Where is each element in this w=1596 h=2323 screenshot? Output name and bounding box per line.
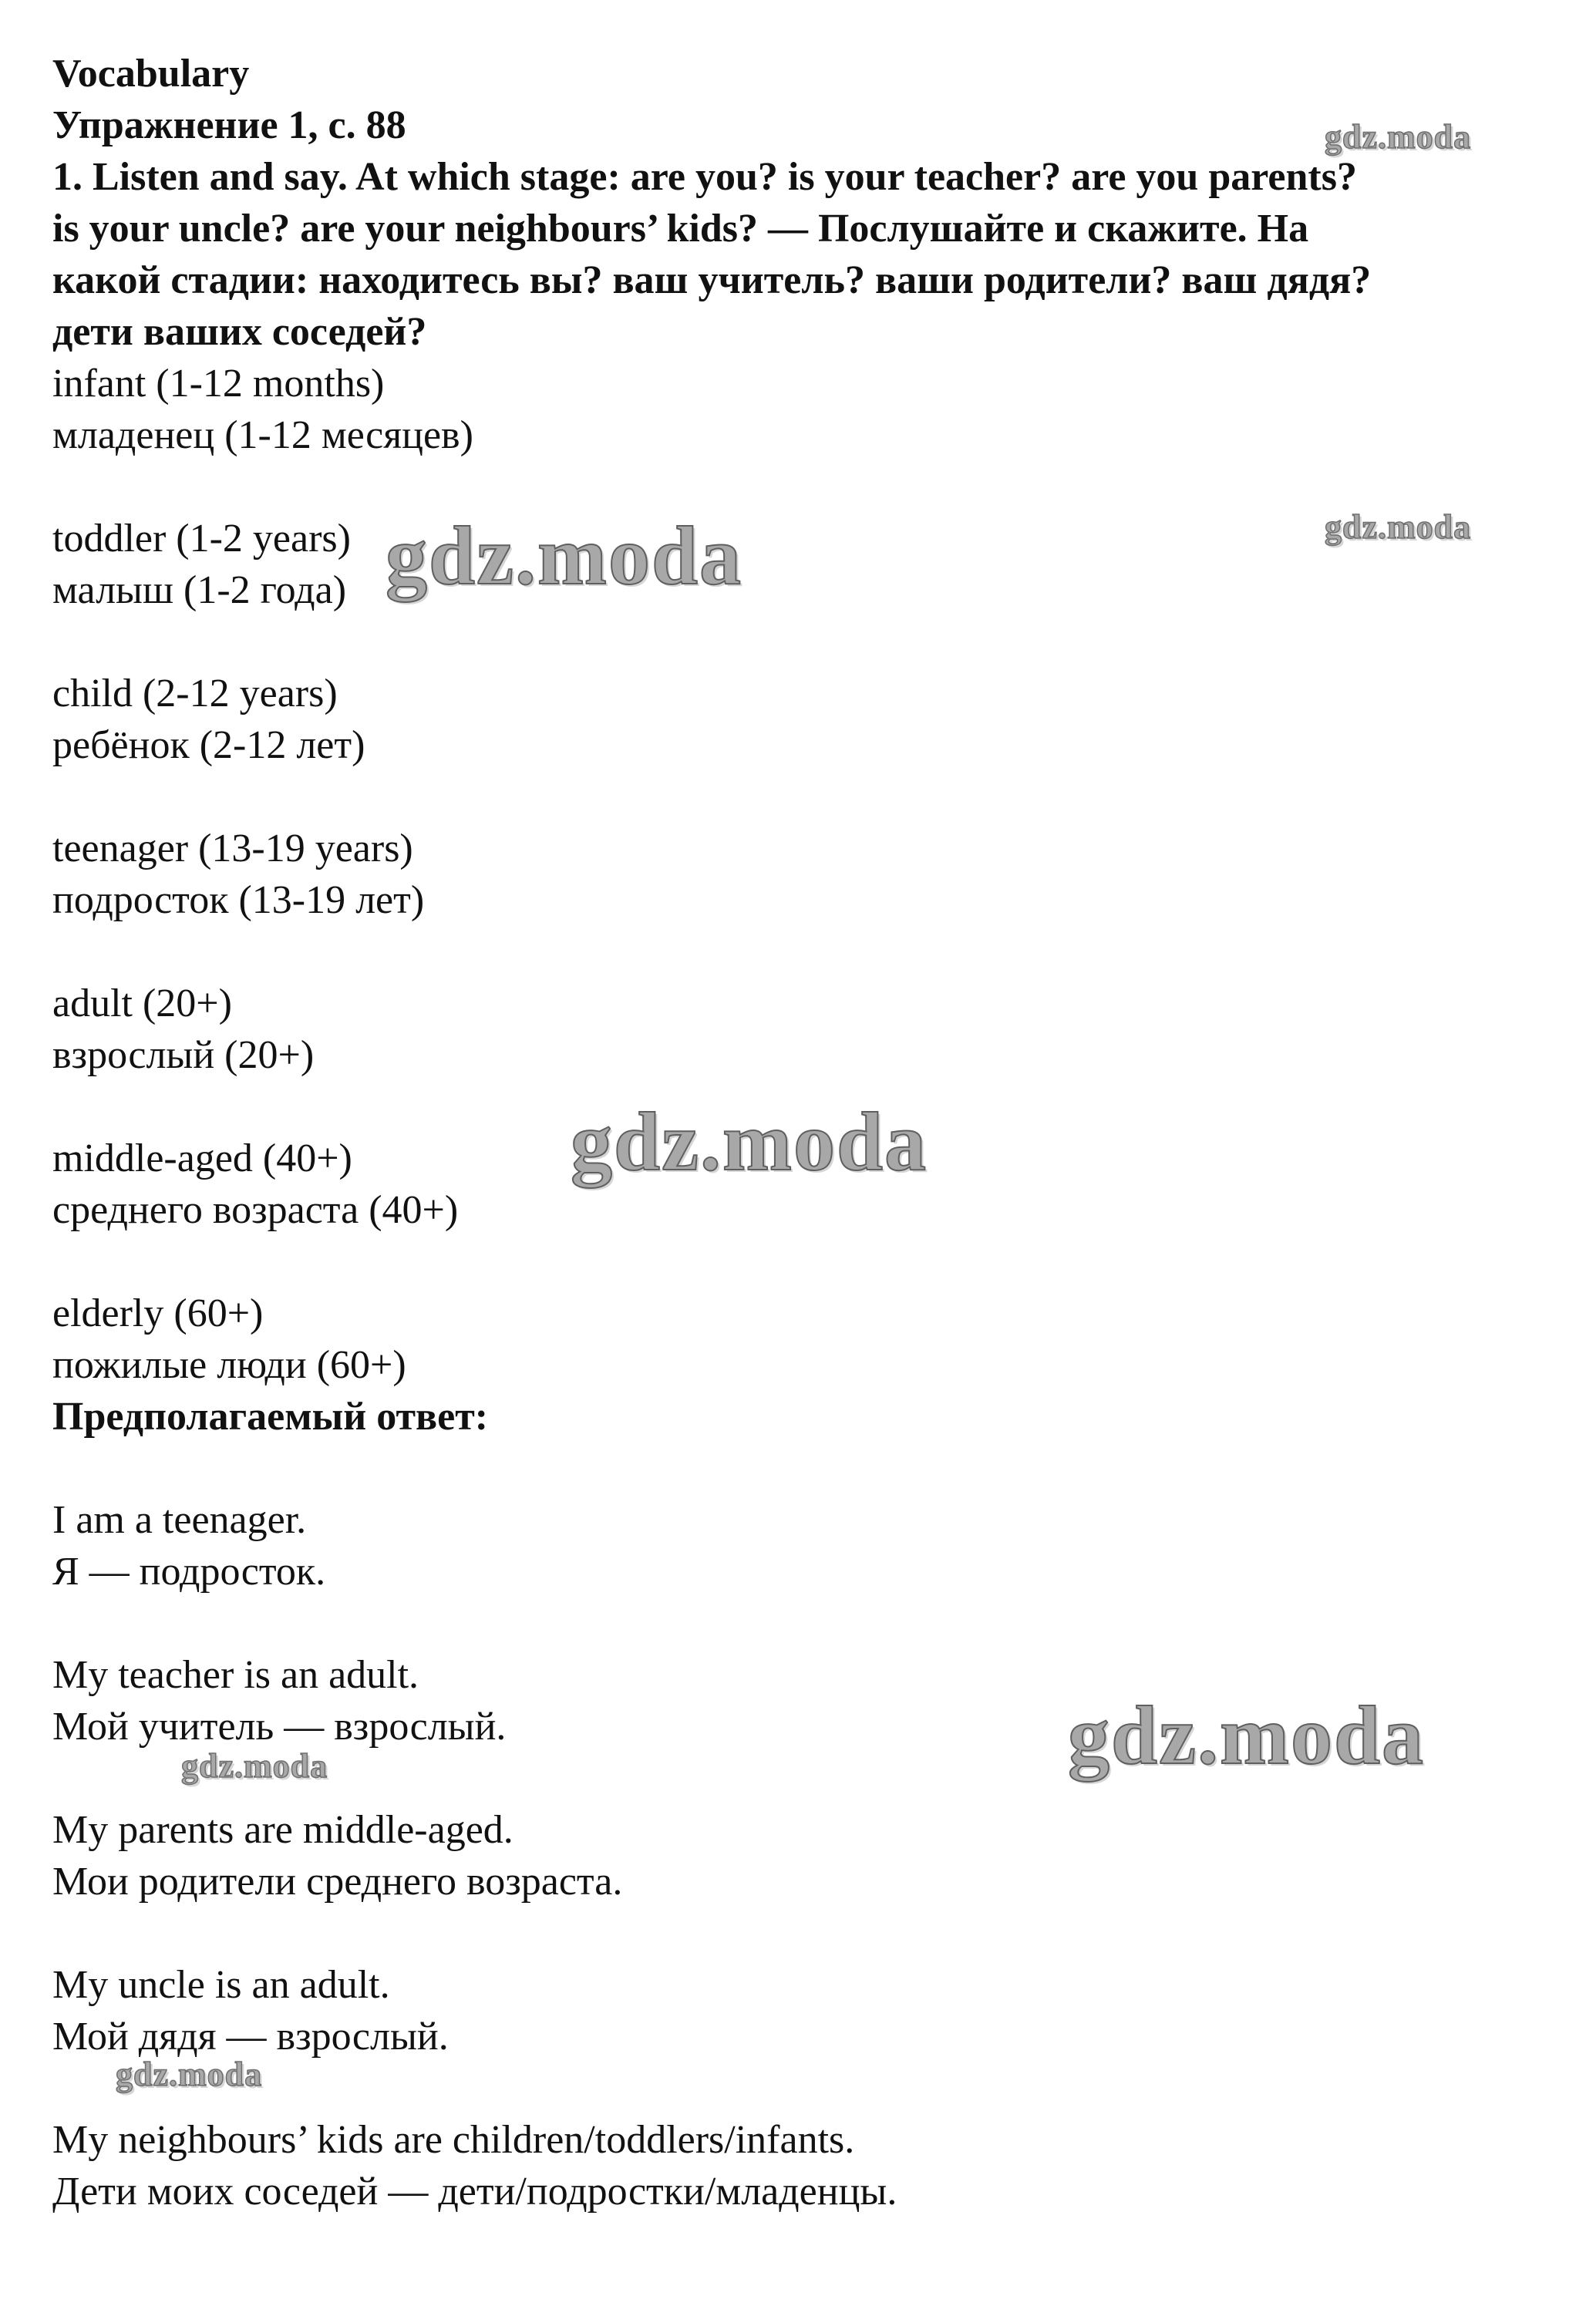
answer-russian: Мои родители среднего возраста. xyxy=(52,1860,623,1904)
watermark-logo: gdz.moda xyxy=(181,1747,328,1785)
task-line: какой стадии: находитесь вы? ваш учитель? ваши родители? ваш дядя? xyxy=(52,258,1372,302)
stage-russian: малыш (1-2 года) xyxy=(52,568,347,612)
answer-russian: Мой дядя — взрослый. xyxy=(52,2015,449,2059)
answer-english: My parents are middle-aged. xyxy=(52,1808,513,1852)
watermark-logo: gdz.moda xyxy=(386,510,743,602)
answer-heading: Предполагаемый ответ: xyxy=(52,1395,489,1439)
stage-english: adult (20+) xyxy=(52,981,232,1025)
stage-english: toddler (1-2 years) xyxy=(52,517,351,561)
stage-russian: взрослый (20+) xyxy=(52,1033,315,1077)
answer-english: My uncle is an adult. xyxy=(52,1963,390,2007)
answer-russian: Мой учитель — взрослый. xyxy=(52,1705,507,1749)
task-line: is your uncle? are your neighbours’ kids? — Послушайте и скажите. На xyxy=(52,207,1309,251)
section-title: Vocabulary xyxy=(52,52,250,96)
answer-russian: Дети моих соседей — дети/подростки/младенцы. xyxy=(52,2170,897,2214)
exercise-reference: Упражнение 1, с. 88 xyxy=(52,103,406,147)
stage-russian: пожилые люди (60+) xyxy=(52,1343,406,1387)
stage-english: elderly (60+) xyxy=(52,1291,264,1335)
stage-english: teenager (13-19 years) xyxy=(52,827,413,870)
stage-russian: ребёнок (2-12 лет) xyxy=(52,723,365,767)
answer-russian: Я — подросток. xyxy=(52,1550,326,1594)
stage-english: child (2-12 years) xyxy=(52,672,338,715)
watermark-logo: gdz.moda xyxy=(1325,118,1472,156)
watermark-logo: gdz.moda xyxy=(571,1096,928,1188)
answer-english: My neighbours’ kids are children/toddlers/infants. xyxy=(52,2118,855,2162)
stage-russian: среднего возраста (40+) xyxy=(52,1188,459,1232)
task-line: дети ваших соседей? xyxy=(52,310,427,354)
stage-english: middle-aged (40+) xyxy=(52,1136,352,1180)
stage-russian: младенец (1-12 месяцев) xyxy=(52,413,473,457)
task-line: 1. Listen and say. At which stage: are you? is your teacher? are you parents? xyxy=(52,155,1357,199)
watermark-logo: gdz.moda xyxy=(1068,1690,1426,1782)
watermark-logo: gdz.moda xyxy=(116,2055,263,2093)
watermark-logo: gdz.moda xyxy=(1325,508,1472,546)
answer-english: My teacher is an adult. xyxy=(52,1653,419,1697)
stage-russian: подросток (13-19 лет) xyxy=(52,878,425,922)
answer-english: I am a teenager. xyxy=(52,1498,307,1542)
stage-english: infant (1-12 months) xyxy=(52,362,385,406)
